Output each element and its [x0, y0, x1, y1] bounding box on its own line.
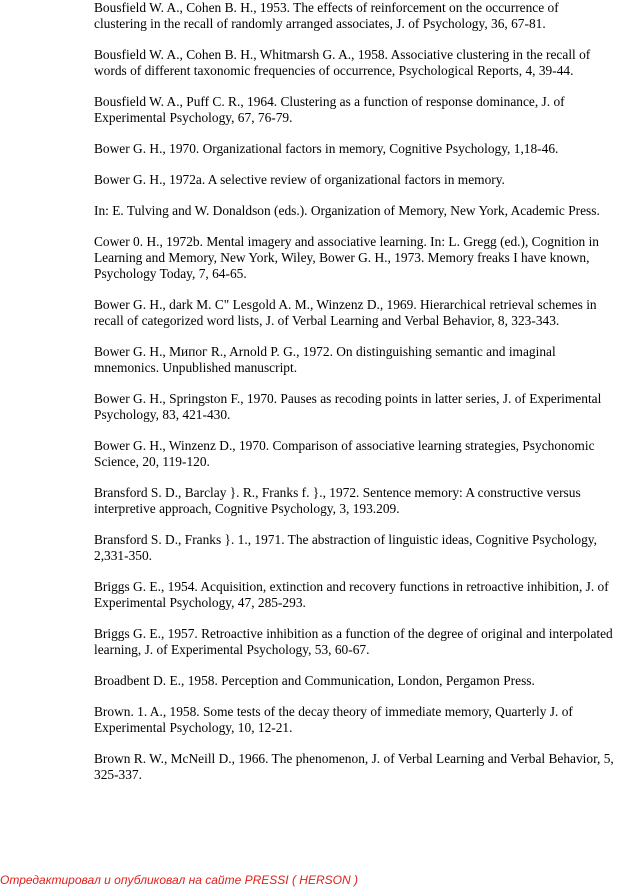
- reference-list: [94, 0, 614, 798]
- reference-entry: Bower G. H., Winzenz D., 1970. Comparison of associative learning strategies, Psychonomic Science, 20, 119-120.: [94, 438, 595, 469]
- reference-entry: Brown R. W., McNeill D., 1966. The phenomenon, J. of Verbal Learning and Verbal Behavior, 5, 325-337.: [94, 751, 614, 782]
- reference-entry: Bower G. H., 1970. Organizational factors in memory, Cognitive Psychology, 1,18-46.: [94, 141, 559, 156]
- reference-entry: Bower G. H., dark M. C" Lesgold A. M., Winzenz D., 1969. Hierarchical retrieval schemes in recall of categorized word lists, J. of Verbal Learning and Verbal Behavior, 8, 323-343.: [94, 297, 597, 328]
- reference-entry: Bousfield W. A., Puff C. R., 1964. Clustering as a function of response dominance, J. of Experimental Psychology, 67, 76-79.: [94, 94, 565, 125]
- publisher-footer: Отредактировал и опубликовал на сайте PRESSI ( HERSON ): [0, 873, 358, 887]
- reference-entry: Bransford S. D., Barclay }. R., Franks f. }., 1972. Sentence memory: A constructive versus interpretive approach, Cognitive Psychology, 3, 193.209.: [94, 485, 581, 516]
- reference-entry: Broadbent D. E., 1958. Perception and Communication, London, Pergamon Press.: [94, 673, 535, 688]
- reference-entry: Bower G. H., 1972a. A selective review of organizational factors in memory.: [94, 172, 505, 187]
- reference-entry: Briggs G. E., 1954. Acquisition, extinction and recovery functions in retroactive inhibition, J. of Experimental Psychology, 47, 285-293.: [94, 579, 609, 610]
- reference-entry: Bower G. H., Мипог R., Arnold P. G., 1972. On distinguishing semantic and imaginal mnemonics. Unpublished manuscript.: [94, 344, 556, 375]
- reference-entry: In: E. Tulving and W. Donaldson (eds.). Organization of Memory, New York, Academic Press.: [94, 203, 600, 218]
- reference-entry: Bower G. H., Springston F., 1970. Pauses as recoding points in latter series, J. of Experimental Psychology, 83, 421-430.: [94, 391, 602, 422]
- reference-entry: Bransford S. D., Franks }. 1., 1971. The abstraction of linguistic ideas, Cognitive Psychology, 2,331-350.: [94, 532, 597, 563]
- reference-entry: Brown. 1. A., 1958. Some tests of the decay theory of immediate memory, Quarterly J. of Experimental Psychology, 10, 12-21.: [94, 704, 573, 735]
- reference-entry: Cower 0. H., 1972b. Mental imagery and associative learning. In: L. Gregg (ed.), Cognition in Learning and Memory, New York, Wiley, Bower G. H., 1973. Memory freaks I have known, Psychology Today, 7, 64-65.: [94, 234, 600, 281]
- reference-entry: Bousfield W. A., Cohen B. H., 1953. The effects of reinforcement on the occurrence of clustering in the recall of randomly arranged associates, J. of Psychology, 36, 67-81.: [94, 0, 559, 31]
- reference-entry: Bousfield W. A., Cohen B. H., Whitmarsh G. A., 1958. Associative clustering in the recall of words of different taxonomic frequencies of occurrence, Psychological Reports, 4, 39-44.: [94, 47, 591, 78]
- reference-entry: Briggs G. E., 1957. Retroactive inhibition as a function of the degree of original and interpolated learning, J. of Experimental Psychology, 53, 60-67.: [94, 626, 613, 657]
